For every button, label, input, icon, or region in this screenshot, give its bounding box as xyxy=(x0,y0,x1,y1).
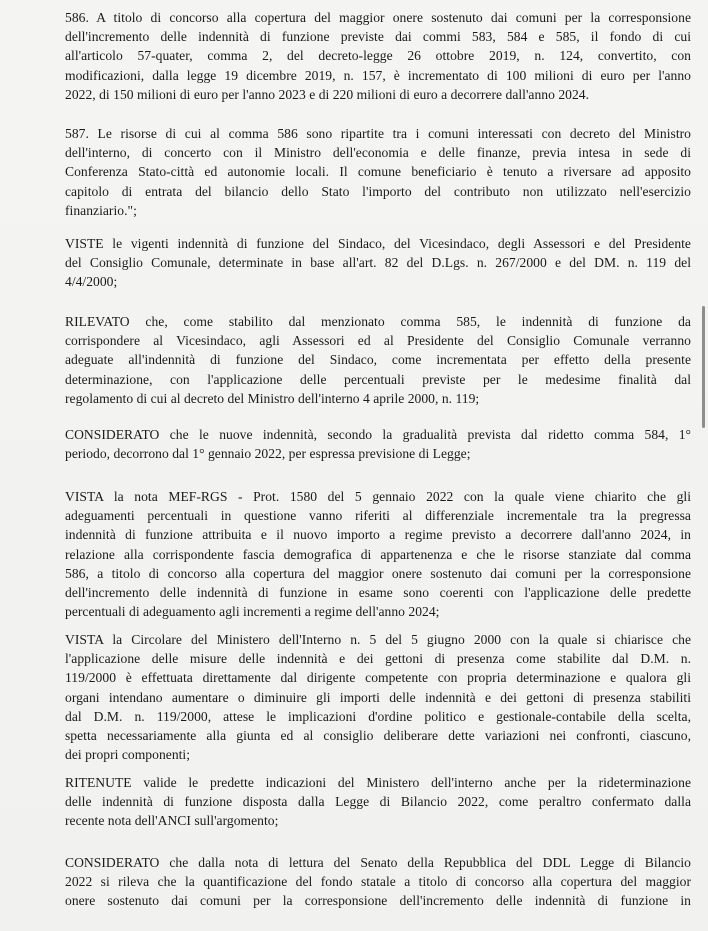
paragraph-vista-nota-mef xyxy=(65,487,691,621)
text-line: corrispondere al Vicesindaco, agli Assessori ed al Presidente del Consiglio Comunale verranno xyxy=(65,333,691,349)
text-line: RITENUTE valide le predette indicazioni del Ministero dell'interno anche per la rideterminazione xyxy=(65,775,691,790)
text-line: Conferenza Stato-città ed autonomie locali. Il comune beneficiario è tenuto a riversare ad apposito xyxy=(65,164,691,180)
text-line: all'articolo 57-quater, comma 2, del decreto-legge 26 ottobre 2019, n. 124, convertito, con xyxy=(65,48,691,64)
text-line: CONSIDERATO che dalla nota di lettura del Senato della Repubblica del DDL Legge di Bilancio xyxy=(65,855,691,870)
text-line: modificazioni, dalla legge 19 dicembre 2019, n. 157, è incrementato di 100 milioni di euro per l'anno xyxy=(65,67,691,83)
scroll-indicator[interactable] xyxy=(702,306,705,428)
text-line: VISTE le vigenti indennità di funzione del Sindaco, del Vicesindaco, degli Assessori e del Presidente xyxy=(65,236,691,251)
paragraph-viste xyxy=(65,234,691,292)
text-line: adeguate all'indennità di funzione del Sindaco, come incrementata per effetto della presente xyxy=(65,352,691,368)
paragraph-vista-circolare xyxy=(65,630,691,764)
text-line: 586, a titolo di concorso alla copertura del maggior onere sostenuto dai comuni per la corresponsione xyxy=(65,565,691,581)
text-line: determinazione, con l'applicazione delle percentuali previste per le medesime finalità dal xyxy=(65,371,691,387)
text-line: indennità di funzione attribuita e il nuovo importo a regime previsto a decorrere dall'anno 2024, in xyxy=(65,527,691,543)
text-line: onere sostenuto dai comuni per la corresponsione dell'incremento delle indennità di funzione in xyxy=(65,893,691,909)
text-line: del Consiglio Comunale, determinate in base all'art. 82 del D.Lgs. n. 267/2000 e del DM. n. 119 del xyxy=(65,255,691,271)
paragraph-considerato-1 xyxy=(65,425,691,463)
text-line: organi intendano aumentare o diminuire gli importi delle indennità e dei gettoni di presenza stabiliti xyxy=(65,689,691,705)
text-line: recente nota dell'ANCI sull'argomento; xyxy=(65,813,279,829)
text-line: delle indennità di funzione disposta dalla Legge di Bilancio 2022, come peraltro confermato dalla xyxy=(65,794,691,810)
text-line: 2022, di 150 milioni di euro per l'anno 2023 e di 220 milioni di euro a decorrere dall'anno 2024. xyxy=(65,86,590,102)
text-line: dell'incremento delle indennità di funzione previste dai commi 583, 584 e 585, il fondo di cui xyxy=(65,29,691,45)
text-line: RILEVATO che, come stabilito dal menzionato comma 585, le indennità di funzione da xyxy=(65,314,691,329)
text-line: relazione alla corrispondente fascia demografica di appartenenza e che le risorse stanziate dal comma xyxy=(65,546,691,562)
paragraph-considerato-2 xyxy=(65,853,691,911)
text-line: CONSIDERATO che le nuove indennità, secondo la gradualità prevista dal ridetto comma 584, 1° xyxy=(65,427,691,442)
text-line: percentuali di adeguamento agli incrementi a regime dell'anno 2024; xyxy=(65,604,440,620)
paragraph-comma-586 xyxy=(65,8,691,104)
text-line: spetta necessariamente alla giunta ed al consiglio deliberare dette variazioni nei confronti, ciascuno, xyxy=(65,728,691,744)
text-line: dal D.M. n. 119/2000, attese le implicazioni d'ordine politico e gestionale-contabile della scelta, xyxy=(65,708,691,724)
paragraph-rilevato xyxy=(65,312,691,408)
paragraph-ritenute xyxy=(65,773,691,831)
text-line: dell'interno, di concerto con il Ministro dell'economia e delle finanze, previa intesa in sede di xyxy=(65,145,691,161)
paragraph-comma-587 xyxy=(65,124,691,220)
text-line: dei propri componenti; xyxy=(65,747,191,763)
text-line: 2022 si rileva che la quantificazione del fondo statale a titolo di concorso alla copertura del maggior xyxy=(65,874,691,890)
text-line: 4/4/2000; xyxy=(65,274,118,290)
text-line: finanziario."; xyxy=(65,202,137,218)
text-line: l'applicazione delle misure delle indennità e dei gettoni di presenza come stabilite dal D.M. n. xyxy=(65,651,691,667)
text-line: periodo, decorrono dal 1° gennaio 2022, per espressa previsione di Legge; xyxy=(65,446,471,462)
text-line: 119/2000 è effettuata direttamente dal dirigente competente con propria determinazione e qualora gli xyxy=(65,670,691,686)
text-line: adeguamenti percentuali in questione vanno riferiti al differenziale incrementale tra la pregressa xyxy=(65,508,691,524)
text-line: VISTA la Circolare del Ministero dell'Interno n. 5 del 5 giugno 2000 con la quale si chiarisce che xyxy=(65,632,691,647)
text-line: capitolo di entrata del bilancio dello Stato l'importo del contributo non utilizzato nell'esercizio xyxy=(65,183,691,199)
text-line: VISTA la nota MEF-RGS - Prot. 1580 del 5 gennaio 2022 con la quale viene chiarito che gli xyxy=(65,489,691,504)
text-line: regolamento di cui al decreto del Ministro dell'interno 4 aprile 2000, n. 119; xyxy=(65,390,480,406)
text-line: 587. Le risorse di cui al comma 586 sono ripartite tra i comuni interessati con decreto del Ministro xyxy=(65,126,691,141)
text-line: dell'incremento delle indennità di funzione in esame sono coerenti con l'applicazione delle predette xyxy=(65,585,691,601)
text-line: 586. A titolo di concorso alla copertura del maggior onere sostenuto dai comuni per la corresponsione xyxy=(65,10,691,25)
